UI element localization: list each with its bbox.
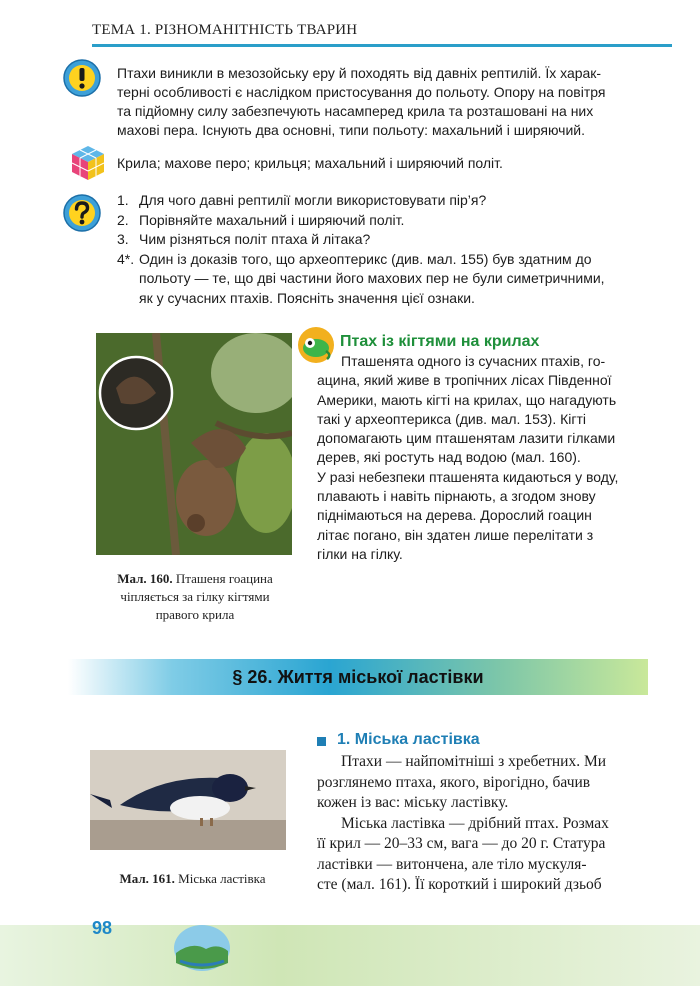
cube-icon: [68, 143, 108, 183]
question-item: [117, 191, 677, 211]
landscape-emblem: [172, 923, 232, 973]
header-divider: [92, 44, 672, 47]
question-item: [117, 211, 677, 231]
exclamation-icon: [62, 58, 102, 98]
question-text: Порівняйте махальний і ширяючий політ.: [139, 211, 405, 228]
question-text: Для чого давні рептилії могли використовувати пір’я?: [139, 192, 487, 208]
sidebar-line: У разі небезпеки пташенята кидаються у воду,: [317, 468, 619, 485]
question-number: 4*.: [117, 250, 135, 267]
sidebar-line: такі у археоптерикса (див. мал. 153). Кігті: [317, 410, 586, 427]
sidebar-line: плавають і навіть пірнають, а згодом знову: [317, 488, 596, 505]
sidebar-text: [317, 352, 672, 564]
section-banner: [68, 659, 648, 695]
body-line: її крил — 20–33 см, вага — до 20 г. Статура: [317, 835, 606, 852]
sidebar-line: допомагають цим пташенятам лазити гілками: [317, 430, 616, 447]
body-line: кожен із вас: міську ластівку.: [317, 794, 509, 811]
section-heading: [68, 659, 648, 695]
page-header-title: ТЕМА 1. РІЗНОМАНІТНІСТЬ ТВАРИН: [92, 22, 358, 38]
body-line: сте (мал. 161). Її короткий і широкий дзьоб: [317, 876, 602, 893]
caption-line-1: [90, 570, 300, 588]
figure-161-caption: [90, 870, 295, 888]
keywords-line: Крила; махове перо; крильця; махальний і ширяючий політ.: [117, 155, 503, 171]
caption-line-2: чіпляється за гілку кігтями: [120, 589, 270, 604]
sidebar-title: Птах із кігтями на крилах: [340, 333, 540, 350]
question-item: [117, 230, 677, 250]
questions-list: [117, 191, 677, 309]
question-text-continued: як у сучасних птахів. Поясніть значення цієї ознаки.: [139, 289, 475, 306]
subsection-bullet: [317, 737, 326, 746]
sidebar-line: літає погано, він здатен лише перелітати з: [317, 526, 594, 543]
section-title: Життя міської ластівки: [277, 667, 484, 687]
section-number: § 26.: [232, 667, 273, 687]
question-number: 3.: [117, 231, 129, 248]
caption-line-3: правого крила: [155, 607, 235, 622]
question-number: 2.: [117, 211, 129, 228]
question-item: [117, 250, 677, 309]
caption-text: Пташеня гоацина: [175, 571, 273, 586]
caption-label: Мал. 161.: [119, 871, 175, 886]
summary-line: та підйомну силу забезпечують насамперед крила та розташовані на них: [117, 103, 594, 119]
summary-line: Птахи виникли в мезозойську еру й походять від давніх рептилій. Їх харак-: [117, 65, 602, 81]
body-line: Птахи — найпомітніші з хребетних. Ми: [341, 753, 607, 770]
question-text-continued: польоту — те, що дві частини його махових пер не були симетричними,: [139, 270, 605, 287]
caption-label: Мал. 160.: [117, 571, 173, 586]
question-icon: [62, 193, 102, 233]
sidebar-line: ацина, який живе в тропічних лісах Південної: [317, 372, 612, 389]
goatsin-chick-photo: [96, 333, 292, 555]
sidebar-line: дерев, які ростуть над водою (мал. 160).: [317, 449, 581, 466]
question-text: Один із доказів того, що археоптерикс (див. мал. 155) був здатним до: [139, 250, 592, 267]
sidebar-line: Пташенята одного із сучасних птахів, го-: [341, 353, 606, 369]
summary-paragraph: [117, 64, 677, 140]
subsection-title: 1. Міська ластівка: [337, 731, 480, 748]
body-line: Міська ластівка — дрібний птах. Розмах: [341, 814, 609, 832]
sidebar-line: Америки, мають кігті на крилах, що нагадують: [317, 391, 617, 408]
question-number: 1.: [117, 192, 129, 208]
summary-line: терні особливості є наслідком пристосування до польоту. Опору на повітря: [117, 84, 606, 100]
summary-line: махові пера. Існують два основні, типи польоту: махальний і ширяючий.: [117, 122, 586, 138]
page-number: 98: [92, 918, 113, 938]
body-line: ластівки — витончена, але тіло мускуля-: [317, 855, 587, 873]
question-text: Чим різняться політ птаха й літака?: [139, 231, 371, 248]
sidebar-line: піднімаються на дерева. Дорослий гоацин: [317, 507, 592, 524]
swallow-photo: [90, 750, 286, 850]
body-text: [317, 752, 672, 896]
body-line: розглянемо птаха, якого, вірогідно, бачив: [317, 773, 591, 791]
caption-text: Міська ластівка: [178, 871, 266, 886]
sidebar-line: гілки на гілку.: [317, 545, 403, 562]
figure-160-caption: [90, 570, 300, 624]
